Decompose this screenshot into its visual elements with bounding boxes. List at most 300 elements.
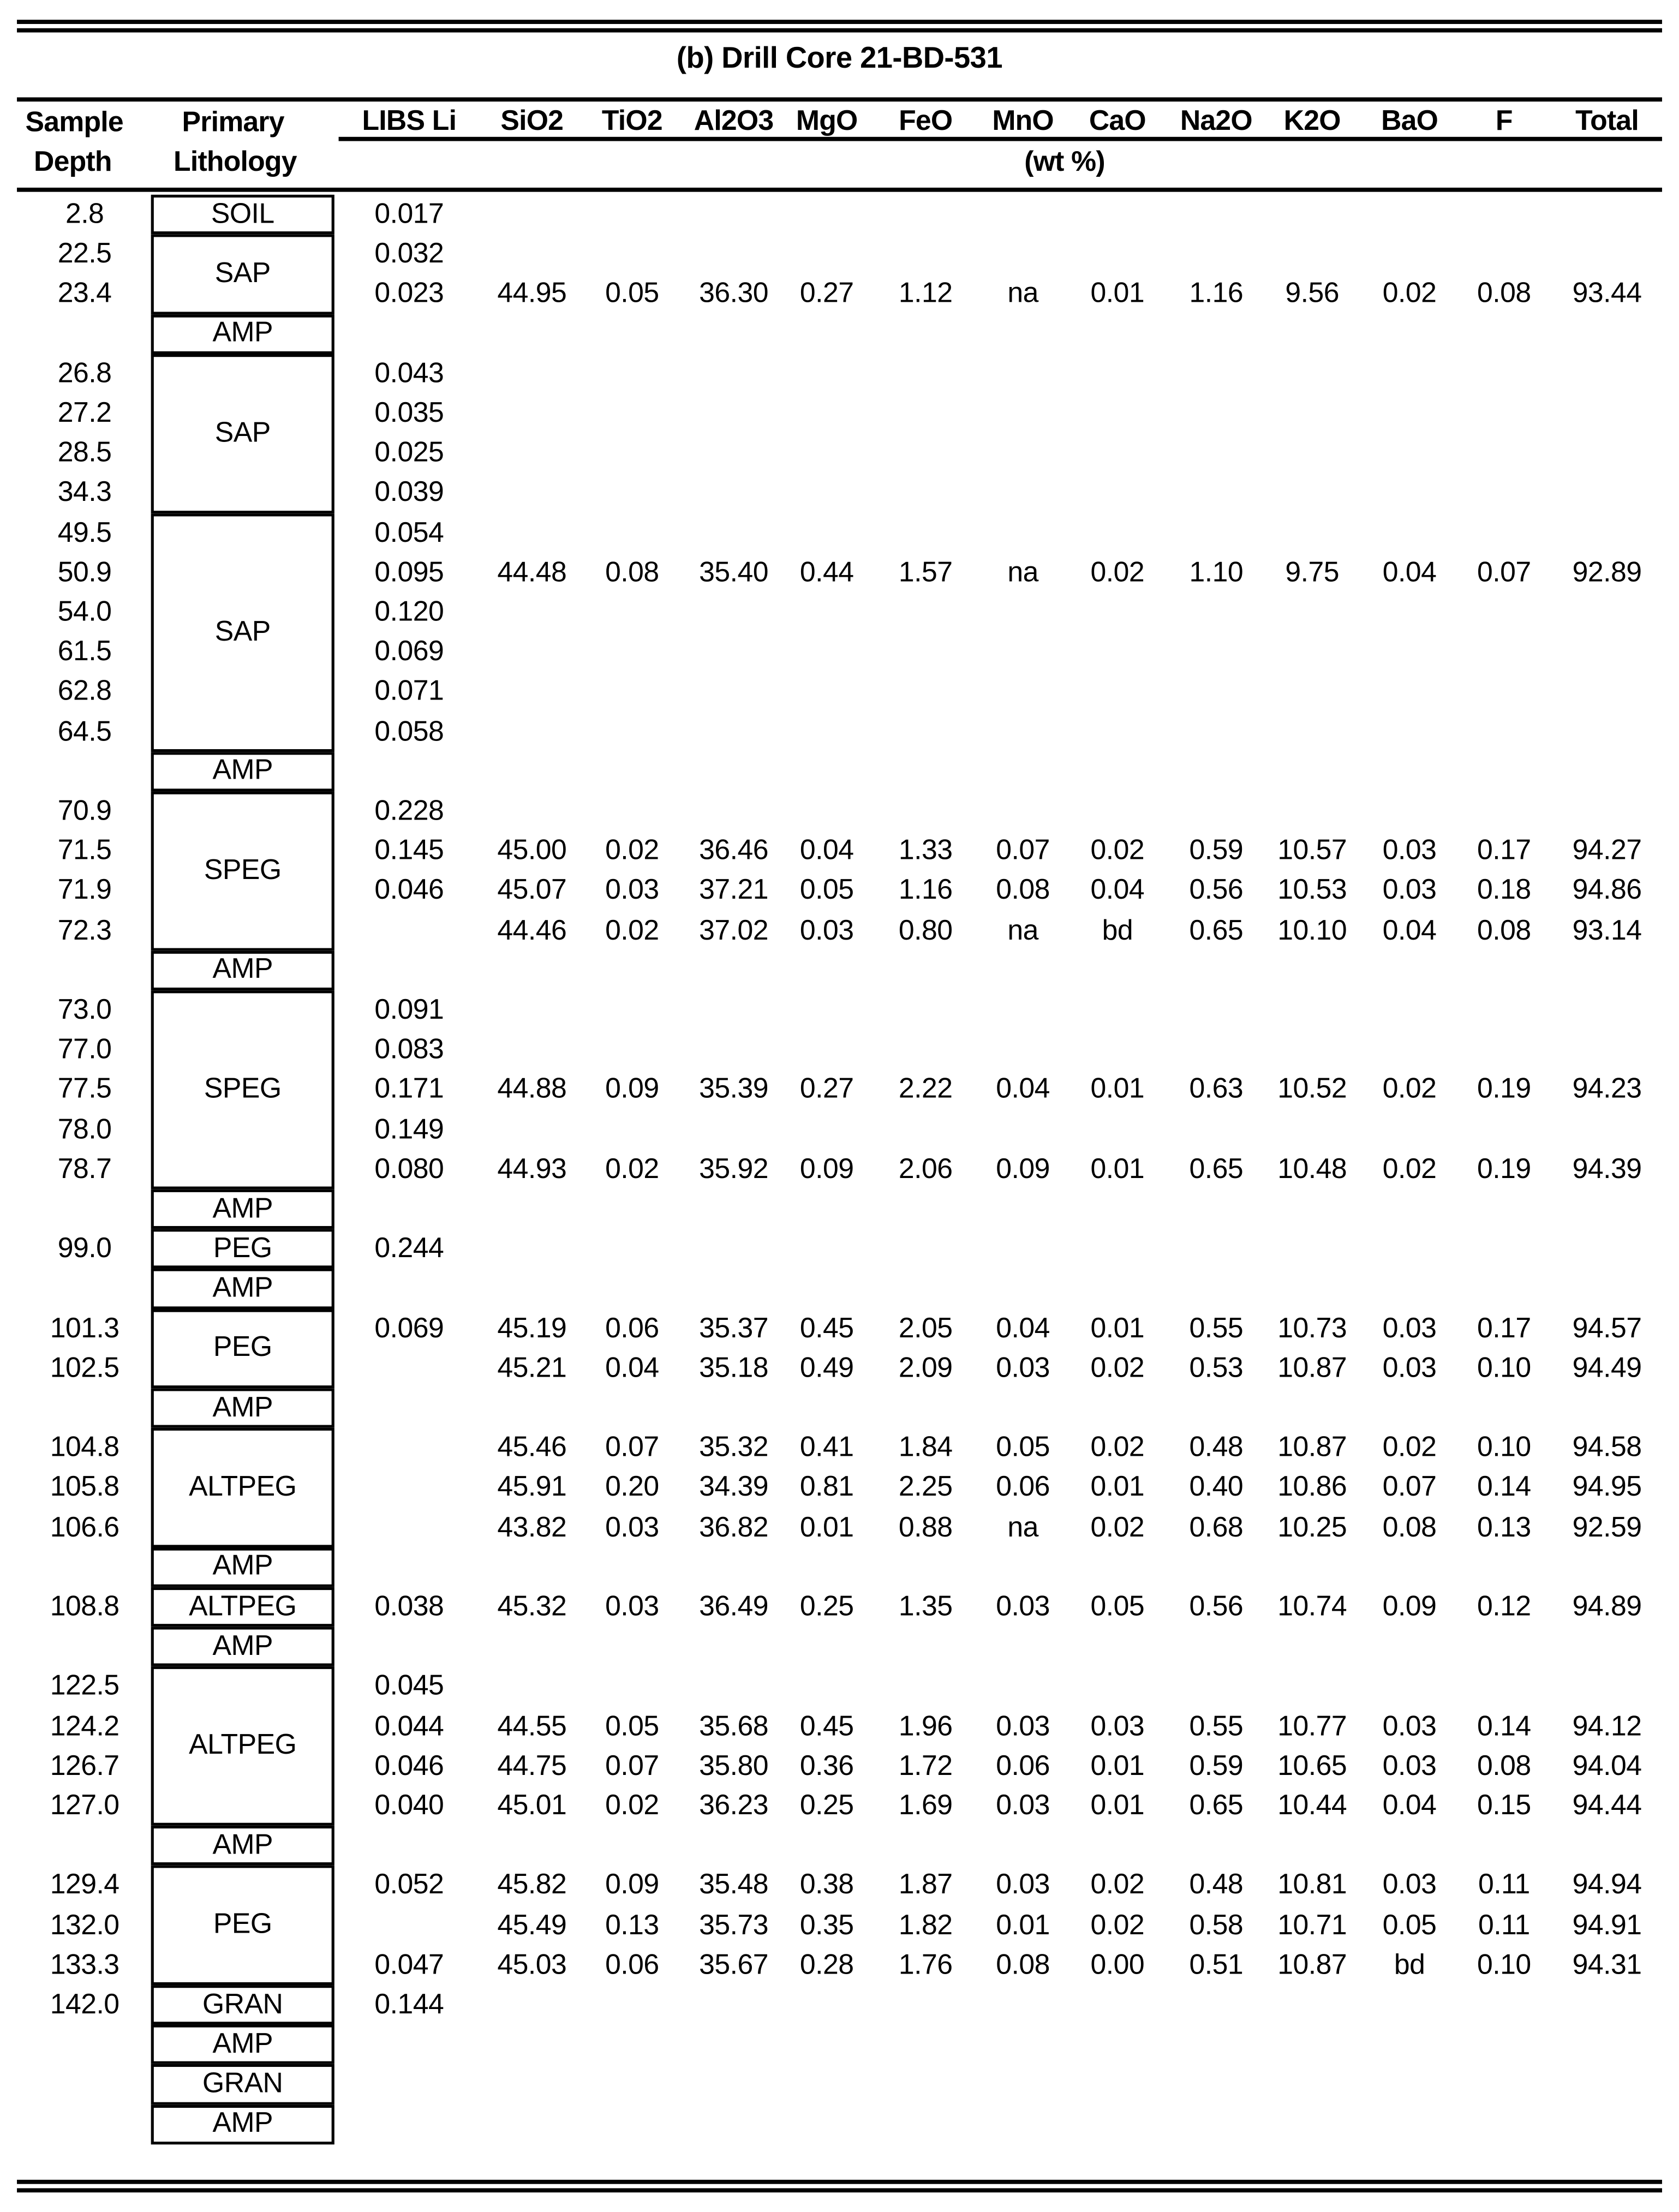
libs-li-cell: 0.058 <box>374 716 444 748</box>
chem-cell-bao: 0.03 <box>1382 875 1437 907</box>
depth-cell <box>28 1547 141 1587</box>
lithology-block-altpeg: ALTPEG <box>151 1587 334 1627</box>
chem-cell-sio2: 45.00 <box>497 835 567 867</box>
chem-cell-mno: 0.01 <box>996 1909 1050 1941</box>
libs-li-cell <box>352 1189 465 1229</box>
chem-cell-tio2: 0.09 <box>605 1870 659 1901</box>
chem-cell-mgo: 0.36 <box>799 1750 854 1782</box>
chem-cell-k2o: 10.53 <box>1277 875 1347 907</box>
header-feo: FeO <box>899 105 953 137</box>
chem-cell-f: 0.10 <box>1477 1949 1531 1981</box>
chem-cell-k2o: 10.77 <box>1277 1711 1347 1742</box>
chem-cell-feo: 1.69 <box>898 1790 953 1822</box>
lithology-block-amp: AMP <box>151 1269 334 1309</box>
chem-cell-total: 94.39 <box>1572 1153 1642 1185</box>
libs-li-cell: 0.069 <box>374 1313 444 1344</box>
libs-li-cell: 0.032 <box>374 238 444 270</box>
chem-cell-na2o: 0.63 <box>1189 1074 1244 1105</box>
depth-cell: 72.3 <box>57 915 112 946</box>
chem-cell-na2o: 0.65 <box>1189 915 1244 946</box>
chem-cell-bao: 0.03 <box>1382 1750 1437 1782</box>
chem-cell-k2o: 10.57 <box>1277 835 1347 867</box>
depth-cell: 61.5 <box>57 636 112 668</box>
chem-cell-total: 94.31 <box>1572 1949 1642 1981</box>
chem-cell-na2o: 0.59 <box>1189 1750 1244 1782</box>
chem-cell-sio2: 45.46 <box>497 1432 567 1463</box>
chem-cell-cao: 0.05 <box>1090 1591 1145 1623</box>
depth-cell: 49.5 <box>57 517 112 548</box>
depth-cell: 26.8 <box>57 358 112 390</box>
chem-cell-cao: 0.02 <box>1090 1432 1145 1463</box>
lithology-block-amp: AMP <box>151 1388 334 1428</box>
libs-li-cell <box>352 752 465 791</box>
chem-cell-k2o: 10.25 <box>1277 1511 1347 1543</box>
depth-cell: 54.0 <box>57 596 112 628</box>
chem-cell-cao: bd <box>1102 915 1133 946</box>
chem-cell-tio2: 0.05 <box>605 278 659 310</box>
chem-cell-bao: 0.05 <box>1382 1909 1437 1941</box>
chem-cell-na2o: 0.53 <box>1189 1353 1244 1384</box>
chem-cell-cao: 0.02 <box>1090 1909 1145 1941</box>
depth-cell: 73.0 <box>57 994 112 1026</box>
chem-cell-al2o3: 34.39 <box>699 1472 768 1503</box>
chem-cell-na2o: 0.56 <box>1189 1591 1244 1623</box>
chem-cell-mgo: 0.25 <box>799 1591 854 1623</box>
chem-cell-al2o3: 35.67 <box>699 1949 768 1981</box>
libs-li-cell <box>352 1826 465 1865</box>
depth-cell <box>28 1189 141 1229</box>
chem-cell-k2o: 10.65 <box>1277 1750 1347 1782</box>
depth-cell <box>28 2065 141 2104</box>
libs-li-cell: 0.095 <box>374 557 444 588</box>
libs-li-cell: 0.144 <box>374 1989 444 2020</box>
chem-cell-total: 94.95 <box>1572 1472 1642 1503</box>
header-mno: MnO <box>992 105 1054 137</box>
chem-cell-al2o3: 35.39 <box>699 1074 768 1105</box>
depth-cell <box>28 1627 141 1666</box>
chem-cell-feo: 2.25 <box>898 1472 953 1503</box>
chem-cell-bao: 0.04 <box>1382 1790 1437 1822</box>
lithology-block-amp: AMP <box>151 1547 334 1587</box>
chem-cell-mno: 0.03 <box>996 1711 1050 1742</box>
chem-cell-bao: 0.03 <box>1382 1313 1437 1344</box>
chem-cell-k2o: 10.44 <box>1277 1790 1347 1822</box>
chem-cell-f: 0.10 <box>1477 1353 1531 1384</box>
chem-cell-mgo: 0.05 <box>799 875 854 907</box>
chem-cell-f: 0.12 <box>1477 1591 1531 1623</box>
chem-cell-feo: 1.82 <box>898 1909 953 1941</box>
depth-cell: 62.8 <box>57 676 112 708</box>
chem-cell-sio2: 45.19 <box>497 1313 567 1344</box>
chem-cell-total: 94.86 <box>1572 875 1642 907</box>
chem-cell-al2o3: 36.46 <box>699 835 768 867</box>
libs-li-cell <box>352 950 465 990</box>
chem-cell-k2o: 9.56 <box>1285 278 1339 310</box>
chem-cell-sio2: 45.32 <box>497 1591 567 1623</box>
depth-cell: 124.2 <box>50 1711 119 1742</box>
header-sio2: SiO2 <box>500 105 564 137</box>
depth-cell <box>28 1388 141 1427</box>
libs-li-cell: 0.046 <box>374 875 444 907</box>
lithology-block-gran: GRAN <box>151 2065 334 2105</box>
depth-cell: 133.3 <box>50 1949 119 1981</box>
chem-cell-mno: na <box>1007 278 1038 310</box>
chem-cell-cao: 0.01 <box>1090 1472 1145 1503</box>
chem-cell-bao: 0.03 <box>1382 1711 1437 1742</box>
libs-li-cell <box>352 1388 465 1427</box>
chem-cell-sio2: 45.01 <box>497 1790 567 1822</box>
chem-cell-sio2: 45.49 <box>497 1909 567 1941</box>
libs-li-cell <box>352 1905 465 1945</box>
chem-cell-feo: 1.35 <box>898 1591 953 1623</box>
chem-cell-tio2: 0.02 <box>605 835 659 867</box>
chem-cell-mgo: 0.27 <box>799 278 854 310</box>
chem-cell-tio2: 0.06 <box>605 1313 659 1344</box>
libs-li-cell: 0.039 <box>374 477 444 509</box>
chem-cell-k2o: 10.73 <box>1277 1313 1347 1344</box>
chem-cell-sio2: 44.55 <box>497 1711 567 1742</box>
chem-cell-na2o: 0.65 <box>1189 1790 1244 1822</box>
chem-cell-total: 94.44 <box>1572 1790 1642 1822</box>
libs-li-cell: 0.040 <box>374 1790 444 1822</box>
chem-cell-k2o: 10.87 <box>1277 1432 1347 1463</box>
chem-cell-al2o3: 36.49 <box>699 1591 768 1623</box>
depth-cell: 104.8 <box>50 1432 119 1463</box>
lithology-block-amp: AMP <box>151 752 334 792</box>
depth-cell: 78.0 <box>57 1114 112 1145</box>
chem-cell-cao: 0.02 <box>1090 835 1145 867</box>
chem-cell-feo: 0.80 <box>898 915 953 946</box>
chem-cell-feo: 2.09 <box>898 1353 953 1384</box>
depth-cell: 122.5 <box>50 1671 119 1702</box>
libs-li-cell: 0.083 <box>374 1034 444 1066</box>
chem-cell-feo: 2.22 <box>898 1074 953 1105</box>
chem-cell-bao: 0.03 <box>1382 1870 1437 1901</box>
chem-cell-al2o3: 35.92 <box>699 1153 768 1185</box>
chem-cell-cao: 0.02 <box>1090 1870 1145 1901</box>
lithology-block-sap: SAP <box>151 513 334 751</box>
chem-cell-mno: 0.07 <box>996 835 1050 867</box>
depth-cell: 106.6 <box>50 1511 119 1543</box>
depth-cell: 71.5 <box>57 835 112 867</box>
libs-li-cell: 0.071 <box>374 676 444 708</box>
chem-cell-total: 94.49 <box>1572 1353 1642 1384</box>
libs-li-cell: 0.025 <box>374 438 444 469</box>
chem-cell-total: 94.27 <box>1572 835 1642 867</box>
chem-cell-bao: 0.03 <box>1382 1353 1437 1384</box>
chem-cell-f: 0.14 <box>1477 1711 1531 1742</box>
libs-li-cell <box>352 1428 465 1467</box>
chem-cell-sio2: 44.48 <box>497 557 567 588</box>
chem-cell-mno: na <box>1007 915 1038 946</box>
units-label: (wt %) <box>1024 146 1105 178</box>
depth-cell: 23.4 <box>57 278 112 310</box>
chem-cell-feo: 1.84 <box>898 1432 953 1463</box>
chem-cell-feo: 1.16 <box>898 875 953 907</box>
depth-cell: 129.4 <box>50 1870 119 1901</box>
chem-cell-mgo: 0.49 <box>799 1353 854 1384</box>
depth-cell: 2.8 <box>65 199 104 230</box>
chem-cell-bao: 0.04 <box>1382 915 1437 946</box>
chem-cell-feo: 1.72 <box>898 1750 953 1782</box>
chem-cell-cao: 0.01 <box>1090 1074 1145 1105</box>
depth-cell: 22.5 <box>57 238 112 270</box>
chem-cell-mno: 0.06 <box>996 1750 1050 1782</box>
chem-cell-sio2: 45.82 <box>497 1870 567 1901</box>
depth-cell: 64.5 <box>57 716 112 748</box>
chem-cell-al2o3: 36.23 <box>699 1790 768 1822</box>
chem-cell-total: 93.44 <box>1572 278 1642 310</box>
chem-cell-mno: 0.04 <box>996 1313 1050 1344</box>
chem-cell-f: 0.18 <box>1477 875 1531 907</box>
top-rule-1 <box>17 20 1662 24</box>
chem-cell-al2o3: 35.32 <box>699 1432 768 1463</box>
chem-cell-na2o: 0.56 <box>1189 875 1244 907</box>
libs-li-cell <box>352 2105 465 2144</box>
chem-cell-al2o3: 36.30 <box>699 278 768 310</box>
chem-cell-mgo: 0.25 <box>799 1790 854 1822</box>
libs-li-cell: 0.145 <box>374 835 444 867</box>
depth-cell: 132.0 <box>50 1909 119 1941</box>
lithology-block-peg: PEG <box>151 1229 334 1269</box>
chem-cell-mno: 0.03 <box>996 1353 1050 1384</box>
chem-cell-f: 0.08 <box>1477 278 1531 310</box>
chem-cell-cao: 0.01 <box>1090 1750 1145 1782</box>
chem-cell-na2o: 0.59 <box>1189 835 1244 867</box>
depth-cell <box>28 752 141 791</box>
analyte-underline <box>339 137 1662 141</box>
chem-cell-al2o3: 35.80 <box>699 1750 768 1782</box>
chem-cell-tio2: 0.07 <box>605 1750 659 1782</box>
chem-cell-na2o: 0.51 <box>1189 1949 1244 1981</box>
chem-cell-f: 0.11 <box>1478 1909 1530 1941</box>
chem-cell-feo: 2.05 <box>898 1313 953 1344</box>
chem-cell-k2o: 10.87 <box>1277 1949 1347 1981</box>
libs-li-cell <box>352 1348 465 1388</box>
chem-cell-cao: 0.01 <box>1090 1790 1145 1822</box>
chem-cell-total: 94.57 <box>1572 1313 1642 1344</box>
header-bottom-rule <box>17 188 1662 192</box>
chem-cell-sio2: 45.03 <box>497 1949 567 1981</box>
chem-cell-f: 0.19 <box>1477 1074 1531 1105</box>
chem-cell-total: 93.14 <box>1572 915 1642 946</box>
header-na2o: Na2O <box>1180 105 1252 137</box>
chem-cell-bao: bd <box>1394 1949 1425 1981</box>
libs-li-cell: 0.069 <box>374 636 444 668</box>
chem-cell-f: 0.10 <box>1477 1432 1531 1463</box>
lithology-block-sap: SAP <box>151 235 334 314</box>
chem-cell-sio2: 44.88 <box>497 1074 567 1105</box>
chem-cell-bao: 0.03 <box>1382 835 1437 867</box>
libs-li-cell: 0.017 <box>374 199 444 230</box>
depth-cell: 142.0 <box>50 1989 119 2020</box>
header-mgo: MgO <box>796 105 858 137</box>
chem-cell-f: 0.07 <box>1477 557 1531 588</box>
depth-cell: 27.2 <box>57 398 112 429</box>
chem-cell-bao: 0.02 <box>1382 1153 1437 1185</box>
chem-cell-tio2: 0.03 <box>605 1591 659 1623</box>
lithology-block-altpeg: ALTPEG <box>151 1428 334 1547</box>
depth-cell <box>28 314 141 354</box>
lithology-block-amp: AMP <box>151 2025 334 2065</box>
chem-cell-k2o: 10.74 <box>1277 1591 1347 1623</box>
depth-cell: 71.9 <box>57 875 112 907</box>
chem-cell-feo: 1.12 <box>898 278 953 310</box>
chem-cell-k2o: 10.71 <box>1277 1909 1347 1941</box>
chem-cell-al2o3: 35.40 <box>699 557 768 588</box>
header-depth: Depth <box>34 146 112 178</box>
chem-cell-cao: 0.01 <box>1090 1313 1145 1344</box>
chem-cell-f: 0.14 <box>1477 1472 1531 1503</box>
chem-cell-f: 0.17 <box>1477 1313 1531 1344</box>
depth-cell: 77.0 <box>57 1034 112 1066</box>
depth-cell: 102.5 <box>50 1353 119 1384</box>
depth-cell <box>28 2105 141 2144</box>
header-al2o3: Al2O3 <box>694 105 774 137</box>
depth-cell: 70.9 <box>57 796 112 827</box>
libs-li-cell: 0.023 <box>374 278 444 310</box>
chem-cell-mgo: 0.45 <box>799 1711 854 1742</box>
header-tio2: TiO2 <box>601 105 662 137</box>
chem-cell-tio2: 0.04 <box>605 1353 659 1384</box>
chem-cell-mno: 0.03 <box>996 1591 1050 1623</box>
chem-cell-k2o: 10.81 <box>1277 1870 1347 1901</box>
libs-li-cell: 0.171 <box>374 1074 444 1105</box>
chem-cell-al2o3: 35.37 <box>699 1313 768 1344</box>
chem-cell-total: 94.23 <box>1572 1074 1642 1105</box>
libs-li-cell <box>352 2065 465 2104</box>
chem-cell-na2o: 0.48 <box>1189 1870 1244 1901</box>
chem-cell-sio2: 45.07 <box>497 875 567 907</box>
chem-cell-cao: 0.02 <box>1090 557 1145 588</box>
chem-cell-sio2: 44.93 <box>497 1153 567 1185</box>
libs-li-cell: 0.091 <box>374 994 444 1026</box>
chem-cell-mno: na <box>1007 557 1038 588</box>
chem-cell-na2o: 0.58 <box>1189 1909 1244 1941</box>
table-title: (b) Drill Core 21-BD-531 <box>676 42 1003 75</box>
libs-li-cell: 0.244 <box>374 1233 444 1265</box>
chem-cell-mgo: 0.38 <box>799 1870 854 1901</box>
chem-cell-mgo: 0.44 <box>799 557 854 588</box>
chem-cell-cao: 0.02 <box>1090 1353 1145 1384</box>
chem-cell-mgo: 0.41 <box>799 1432 854 1463</box>
chem-cell-tio2: 0.06 <box>605 1949 659 1981</box>
bottom-rule-1 <box>17 2180 1662 2184</box>
depth-cell: 101.3 <box>50 1313 119 1344</box>
chem-cell-feo: 0.88 <box>898 1511 953 1543</box>
chem-cell-k2o: 10.86 <box>1277 1472 1347 1503</box>
chem-cell-total: 94.58 <box>1572 1432 1642 1463</box>
libs-li-cell: 0.149 <box>374 1114 444 1145</box>
chem-cell-mno: 0.03 <box>996 1870 1050 1901</box>
chem-cell-al2o3: 37.21 <box>699 875 768 907</box>
lithology-block-soil: SOIL <box>151 195 334 235</box>
depth-cell <box>28 950 141 990</box>
lithology-block-amp: AMP <box>151 950 334 990</box>
libs-li-cell: 0.120 <box>374 596 444 628</box>
chem-cell-sio2: 45.91 <box>497 1472 567 1503</box>
lithology-block-speg: SPEG <box>151 990 334 1189</box>
chem-cell-bao: 0.09 <box>1382 1591 1437 1623</box>
chem-cell-cao: 0.02 <box>1090 1511 1145 1543</box>
chem-cell-tio2: 0.02 <box>605 1790 659 1822</box>
header-cao: CaO <box>1089 105 1146 137</box>
chem-cell-na2o: 0.48 <box>1189 1432 1244 1463</box>
libs-li-cell <box>352 1508 465 1547</box>
chem-cell-f: 0.08 <box>1477 1750 1531 1782</box>
chem-cell-mgo: 0.45 <box>799 1313 854 1344</box>
chem-cell-na2o: 1.16 <box>1189 278 1244 310</box>
chem-cell-total: 92.59 <box>1572 1511 1642 1543</box>
chem-cell-cao: 0.01 <box>1090 1153 1145 1185</box>
chem-cell-mgo: 0.09 <box>799 1153 854 1185</box>
depth-cell <box>28 1269 141 1308</box>
lithology-block-amp: AMP <box>151 1189 334 1229</box>
depth-cell: 108.8 <box>50 1591 119 1623</box>
chem-cell-mno: 0.03 <box>996 1790 1050 1822</box>
chem-cell-f: 0.19 <box>1477 1153 1531 1185</box>
libs-li-cell <box>352 1547 465 1587</box>
chem-cell-k2o: 9.75 <box>1285 557 1339 588</box>
chem-cell-mgo: 0.04 <box>799 835 854 867</box>
chem-cell-tio2: 0.02 <box>605 1153 659 1185</box>
header-libs-li: LIBS Li <box>362 105 457 137</box>
header-f: F <box>1495 105 1513 137</box>
chem-cell-tio2: 0.08 <box>605 557 659 588</box>
chem-cell-mgo: 0.03 <box>799 915 854 946</box>
header-k2o: K2O <box>1283 105 1341 137</box>
chem-cell-bao: 0.02 <box>1382 1074 1437 1105</box>
lithology-block-peg: PEG <box>151 1866 334 1985</box>
chem-cell-k2o: 10.87 <box>1277 1353 1347 1384</box>
chem-cell-mno: 0.05 <box>996 1432 1050 1463</box>
header-lithology: Lithology <box>174 146 297 178</box>
chem-cell-tio2: 0.07 <box>605 1432 659 1463</box>
chem-cell-feo: 1.96 <box>898 1711 953 1742</box>
lithology-block-amp: AMP <box>151 1627 334 1667</box>
depth-cell: 99.0 <box>57 1233 112 1265</box>
chem-cell-sio2: 44.95 <box>497 278 567 310</box>
depth-cell <box>28 2025 141 2064</box>
chem-cell-feo: 2.06 <box>898 1153 953 1185</box>
libs-li-cell <box>352 1468 465 1507</box>
libs-li-cell <box>352 911 465 950</box>
chem-cell-total: 94.94 <box>1572 1870 1642 1901</box>
chem-cell-cao: 0.00 <box>1090 1949 1145 1981</box>
chem-cell-mgo: 0.28 <box>799 1949 854 1981</box>
libs-li-cell: 0.045 <box>374 1671 444 1702</box>
depth-cell: 28.5 <box>57 438 112 469</box>
chem-cell-al2o3: 36.82 <box>699 1511 768 1543</box>
chem-cell-mgo: 0.01 <box>799 1511 854 1543</box>
chem-cell-tio2: 0.09 <box>605 1074 659 1105</box>
chem-cell-sio2: 45.21 <box>497 1353 567 1384</box>
chem-cell-na2o: 0.55 <box>1189 1313 1244 1344</box>
libs-li-cell: 0.044 <box>374 1711 444 1742</box>
chem-cell-mgo: 0.81 <box>799 1472 854 1503</box>
libs-li-cell: 0.043 <box>374 358 444 390</box>
chem-cell-cao: 0.01 <box>1090 278 1145 310</box>
chem-cell-bao: 0.04 <box>1382 557 1437 588</box>
chem-cell-tio2: 0.20 <box>605 1472 659 1503</box>
chem-cell-total: 94.91 <box>1572 1909 1642 1941</box>
chem-cell-al2o3: 35.73 <box>699 1909 768 1941</box>
lithology-block-amp: AMP <box>151 1826 334 1866</box>
libs-li-cell: 0.038 <box>374 1591 444 1623</box>
lithology-block-peg: PEG <box>151 1308 334 1388</box>
lithology-block-altpeg: ALTPEG <box>151 1667 334 1826</box>
chem-cell-tio2: 0.13 <box>605 1909 659 1941</box>
